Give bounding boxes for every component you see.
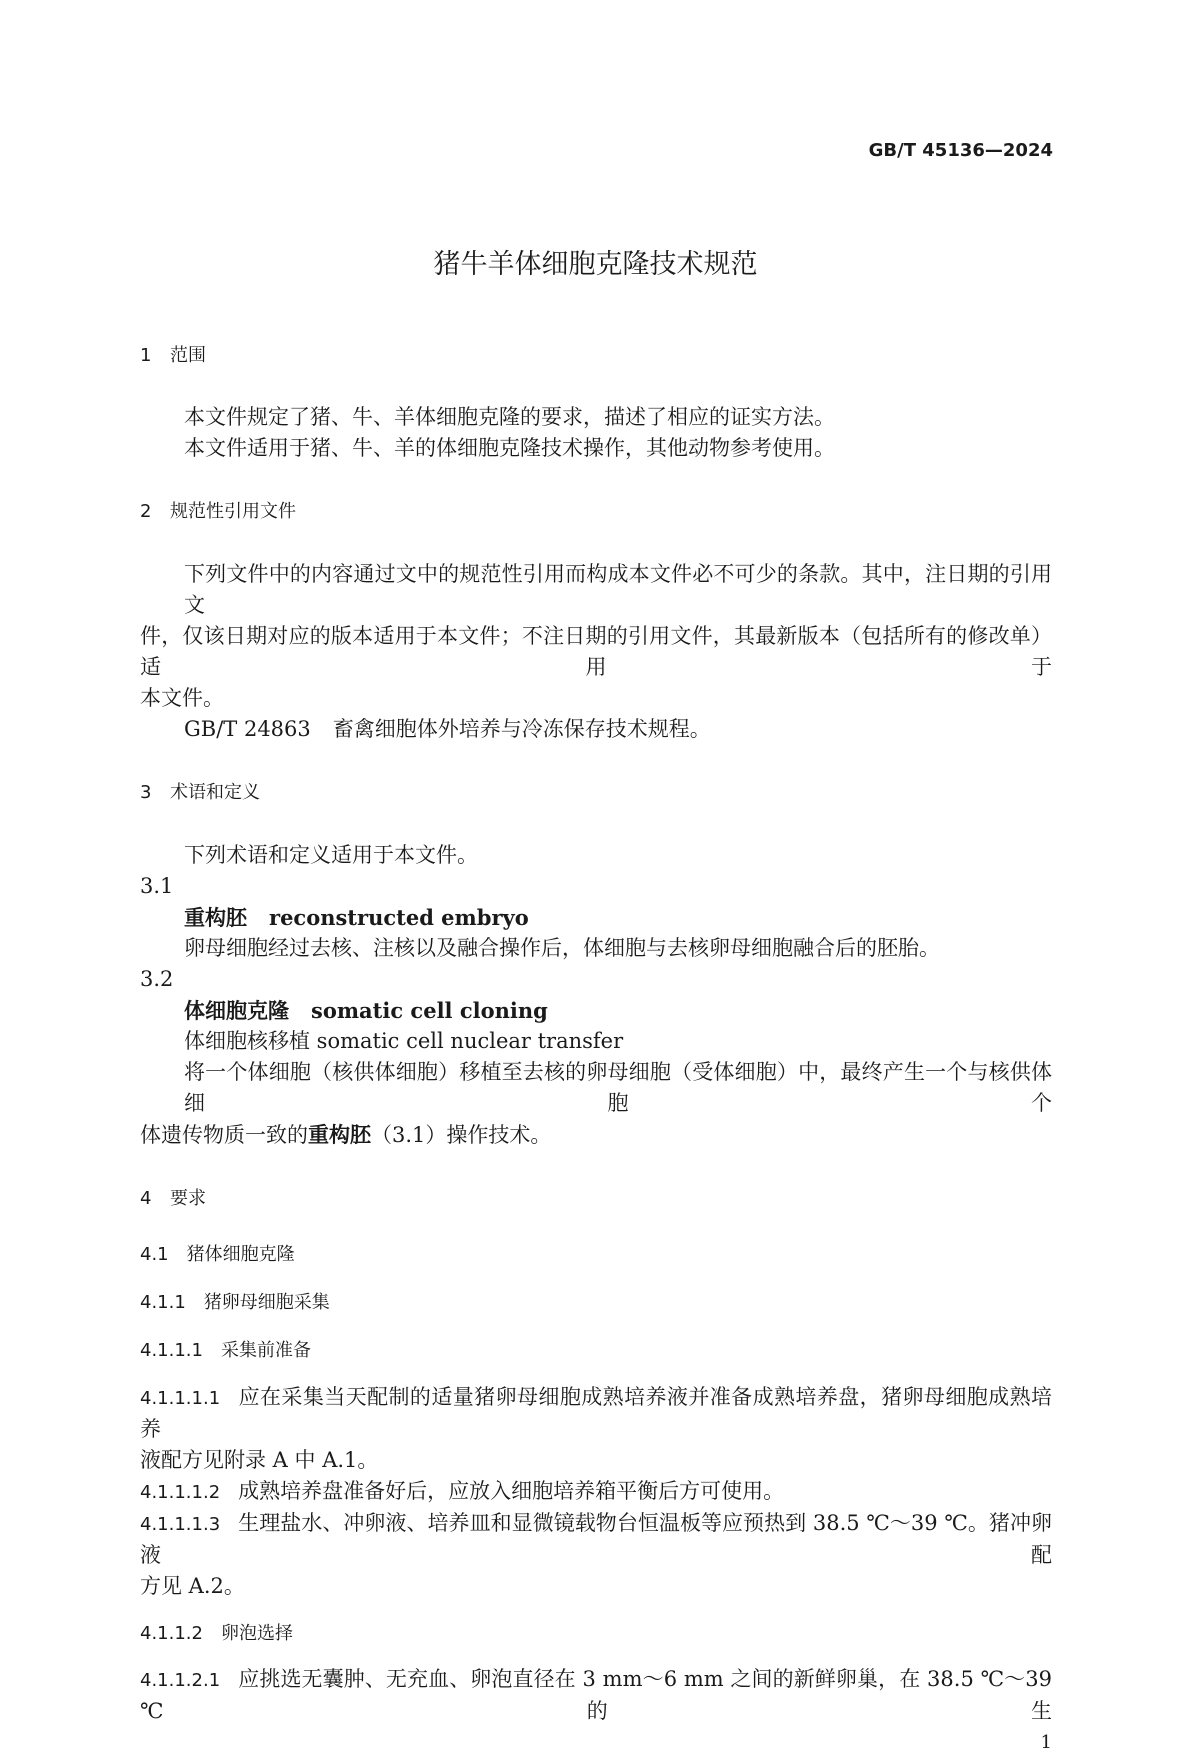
term-title: 重构胚 reconstructed embryo (184, 905, 529, 930)
section-4-1-1-heading: 4.1.1 猪卵母细胞采集 (140, 1292, 330, 1313)
paragraph: 本文件适用于猪、牛、羊的体细胞克隆技术操作，其他动物参考使用。 (184, 436, 835, 460)
doc-number: GB/T 45136—2024 (868, 140, 1053, 161)
section-4-heading: 4 要求 (140, 1188, 206, 1209)
paragraph: 下列术语和定义适用于本文件。 (184, 843, 478, 867)
section-2-heading: 2 规范性引用文件 (140, 501, 296, 522)
page-number: 1 (1040, 1732, 1052, 1753)
term-definition: 将一个体细胞（核供体细胞）移植至去核的卵母细胞（受体细胞）中，最终产生一个与核供体细胞个 (184, 1060, 1052, 1115)
paragraph: 本文件。 (140, 686, 224, 710)
paragraph: 下列文件中的内容通过文中的规范性引用而构成本文件必不可少的条款。其中，注日期的引用文 (184, 562, 1052, 617)
section-4-1-1-2-heading: 4.1.1.2 卵泡选择 (140, 1623, 293, 1644)
term-number: 3.1 (140, 874, 174, 898)
term-alternative: 体细胞核移植 somatic cell nuclear transfer (184, 1029, 624, 1053)
page-title: 猪牛羊体细胞克隆技术规范 (433, 249, 758, 280)
section-4-1-1-1-heading: 4.1.1.1 采集前准备 (140, 1340, 311, 1361)
term-definition: 卵母细胞经过去核、注核以及融合操作后，体细胞与去核卵母细胞融合后的胚胎。 (184, 936, 940, 960)
term-title: 体细胞克隆 somatic cell cloning (184, 998, 548, 1023)
paragraph: 本文件规定了猪、牛、羊体细胞克隆的要求，描述了相应的证实方法。 (184, 405, 835, 429)
clause-4-1-1-1-2: 4.1.1.1.2 成熟培养盘准备好后，应放入细胞培养箱平衡后方可使用。 (140, 1479, 785, 1503)
section-3-heading: 3 术语和定义 (140, 782, 260, 803)
term-definition: 体遗传物质一致的重构胚（3.1）操作技术。 (140, 1122, 552, 1147)
term-number: 3.2 (140, 967, 174, 991)
normative-reference: GB/T 24863 畜禽细胞体外培养与冷冻保存技术规程。 (184, 717, 711, 741)
clause-4-1-1-1-3: 4.1.1.1.3 生理盐水、冲卵液、培养皿和显微镜载物台恒温板等应预热到 38.5 ℃～39 ℃。猪冲卵液配 (140, 1511, 1052, 1567)
clause-4-1-1-1-1: 4.1.1.1.1 应在采集当天配制的适量猪卵母细胞成熟培养液并准备成熟培养盘，猪卵母细胞成熟培养 (140, 1385, 1052, 1441)
clause-continuation: 液配方见附录 A 中 A.1。 (140, 1448, 379, 1472)
paragraph: 件，仅该日期对应的版本适用于本文件；不注日期的引用文件，其最新版本（包括所有的修改单）适用于 (140, 624, 1052, 679)
section-4-1-heading: 4.1 猪体细胞克隆 (140, 1244, 295, 1265)
section-1-heading: 1 范围 (140, 345, 206, 366)
clause-continuation: 方见 A.2。 (140, 1574, 245, 1598)
clause-4-1-1-2-1: 4.1.1.2.1 应挑选无囊肿、无充血、卵泡直径在 3 mm～6 mm 之间的新鲜卵巢，在 38.5 ℃～39 ℃的生 (140, 1667, 1052, 1723)
